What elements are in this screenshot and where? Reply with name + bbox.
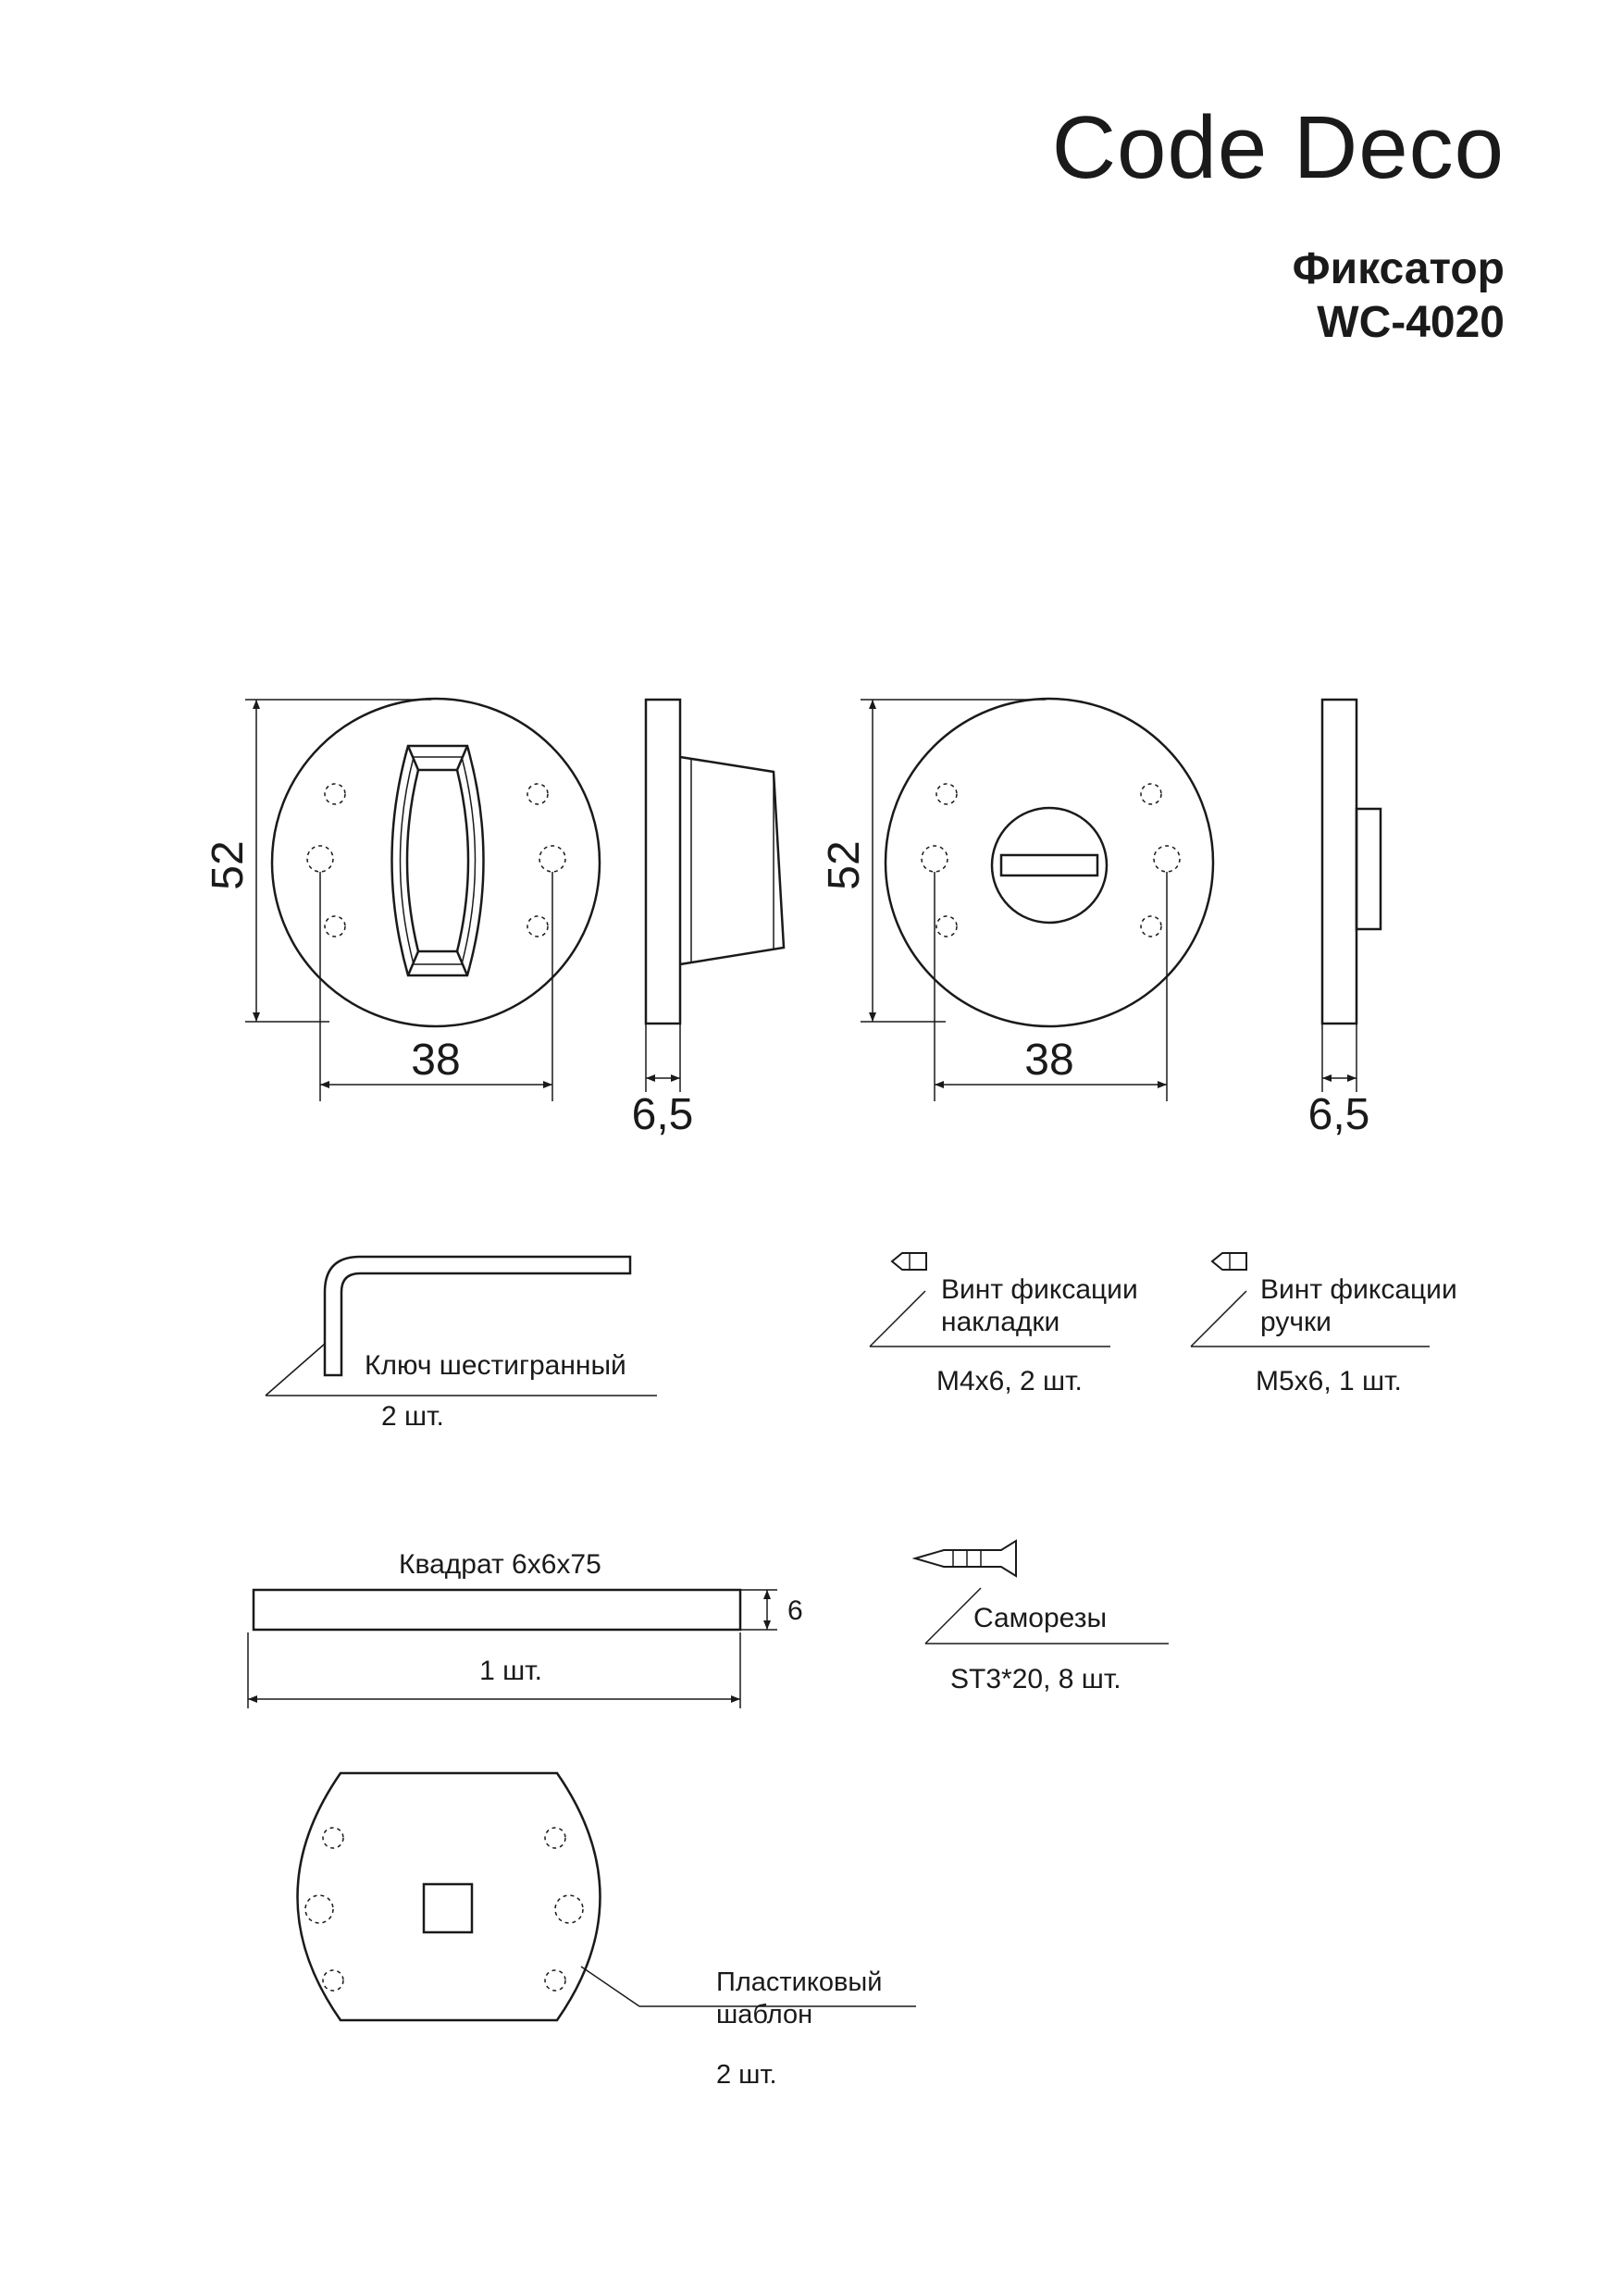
dims-front-left	[245, 700, 552, 1101]
screw-plate-spec: M4x6, 2 шт.	[936, 1366, 1083, 1396]
hex-key-qty: 2 шт.	[381, 1401, 444, 1432]
screw-handle-spec: M5x6, 1 шт.	[1256, 1366, 1402, 1396]
self-tapping-screw-icon	[915, 1541, 1016, 1576]
brand-logo: Code Deco	[1051, 98, 1505, 197]
thumbturn-knob	[392, 746, 484, 975]
emergency-release-slot	[992, 808, 1107, 923]
mount-holes-right	[922, 784, 1180, 937]
square-bar-height-dim: 6	[787, 1595, 803, 1626]
mount-holes-left	[307, 784, 565, 937]
screw-plate-name-1: Винт фиксации	[941, 1274, 1138, 1305]
side-view-thumbturn	[646, 700, 784, 1024]
dims-front-right	[861, 700, 1167, 1101]
side-view-emergency-release	[1322, 700, 1381, 1024]
dims-side-left	[646, 1024, 680, 1092]
template-icon	[298, 1773, 601, 2020]
product-model: WC-4020	[1317, 298, 1505, 347]
screw-handle-name-2: ручки	[1260, 1307, 1332, 1337]
template-qty: 2 шт.	[716, 2060, 777, 2090]
dims-side-right	[1322, 1024, 1357, 1092]
screw-icon	[892, 1253, 926, 1270]
screw-plate-name-2: накладки	[941, 1307, 1060, 1337]
screw-handle-name-1: Винт фиксации	[1260, 1274, 1457, 1305]
self-tapping-spec: ST3*20, 8 шт.	[950, 1664, 1121, 1694]
product-type: Фиксатор	[1292, 244, 1505, 293]
dim-width-left: 38	[411, 1036, 461, 1085]
square-bar-name: Квадрат 6x6x75	[399, 1549, 601, 1580]
template-name-1: Пластиковый	[716, 1967, 883, 1997]
dim-thickness-left: 6,5	[631, 1090, 694, 1139]
template-name-2: шаблон	[716, 2000, 813, 2029]
square-bar	[254, 1590, 740, 1630]
dim-height-right: 52	[820, 840, 869, 890]
hex-key-name: Ключ шестигранный	[365, 1350, 626, 1381]
dim-width-right: 38	[1024, 1036, 1074, 1085]
dim-thickness-right: 6,5	[1307, 1090, 1370, 1139]
front-view-thumbturn	[272, 699, 600, 1026]
square-bar-qty: 1 шт.	[479, 1656, 542, 1686]
square-bar-dims	[248, 1590, 777, 1708]
dim-height-left: 52	[204, 840, 253, 890]
self-tapping-name: Саморезы	[973, 1603, 1108, 1633]
screw-icon	[1212, 1253, 1246, 1270]
